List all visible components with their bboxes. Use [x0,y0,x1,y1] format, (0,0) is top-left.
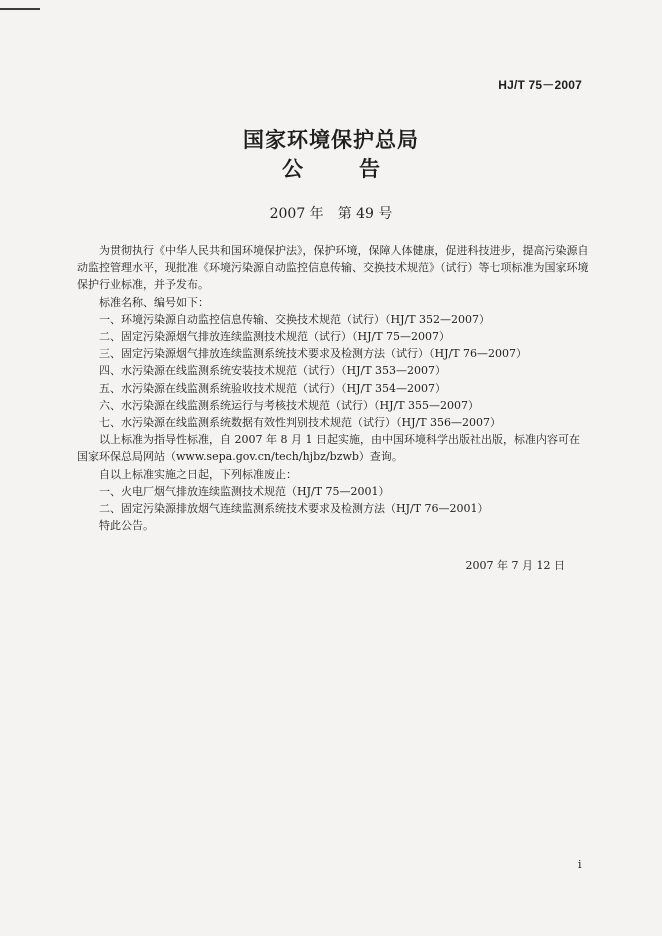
standard-item-7: 七、水污染源在线监测系统数据有效性判别技术规范（试行）（HJ/T 356—2007） [99,416,502,430]
standard-item-4: 四、水污染源在线监测系统安装技术规范（试行）（HJ/T 353—2007） [99,364,447,378]
repealed-item-1: 一、火电厂烟气排放连续监测技术规范（HJ/T 75—2001） [99,484,390,498]
notice-heading-char-2: 告 [359,156,380,181]
notice-heading-char-1: 公 [282,156,303,181]
implementation-paragraph: 以上标准为指导性标准，自 2007 年 8 月 1 日起实施，由中国环境科学出版社出版，标准内容可在国家环保总局网站（www.sepa.gov.cn/tech/hjbz/bzwb）查询。 [77,433,580,464]
standard-item-2: 二、固定污染源烟气排放连续监测技术规范（试行）（HJ/T 75—2007） [99,330,451,344]
issue-date: 2007 年 7 月 12 日 [465,559,565,572]
document-code: HJ/T 75－2007 [498,78,582,92]
standard-item-3: 三、固定污染源烟气排放连续监测系统技术要求及检测方法（试行）（HJ/T 76—2007） [99,347,528,361]
standard-item-5: 五、水污染源在线监测系统验收技术规范（试行）（HJ/T 354—2007） [99,381,447,395]
standard-item-6: 六、水污染源在线监测系统运行与考核技术规范（试行）（HJ/T 355—2007） [99,398,480,412]
intro-paragraph: 为贯彻执行《中华人民共和国环境保护法》，保护环境，保障人体健康，促进科技进步，提高污染源自动监控管理水平，现批准《环境污染源自动监控信息传输、交换技术规范》（试行）等七项标准为国家环境保护行业标准，并予发布。 [77,244,589,292]
closing-line: 特此公告。 [99,519,154,533]
announcement-year: 2007 年 [269,206,324,222]
notice-heading [0,153,662,183]
scan-edge-mark [0,8,40,10]
standards-list-heading: 标准名称、编号如下： [99,295,209,309]
announcement-number [0,203,662,223]
repealed-item-2: 二、固定污染源排放烟气连续监测系统技术要求及检测方法（HJ/T 76—2001） [99,502,489,516]
standard-item-1: 一、环境污染源自动监控信息传输、交换技术规范（试行）（HJ/T 352—2007） [99,312,491,326]
page-number: i [578,858,582,871]
repeal-heading: 自以上标准实施之日起，下列标准废止： [99,467,297,481]
announcement-body [77,242,589,534]
announcement-no: 第 49 号 [337,206,393,222]
agency-title: 国家环境保护总局 [243,127,419,152]
